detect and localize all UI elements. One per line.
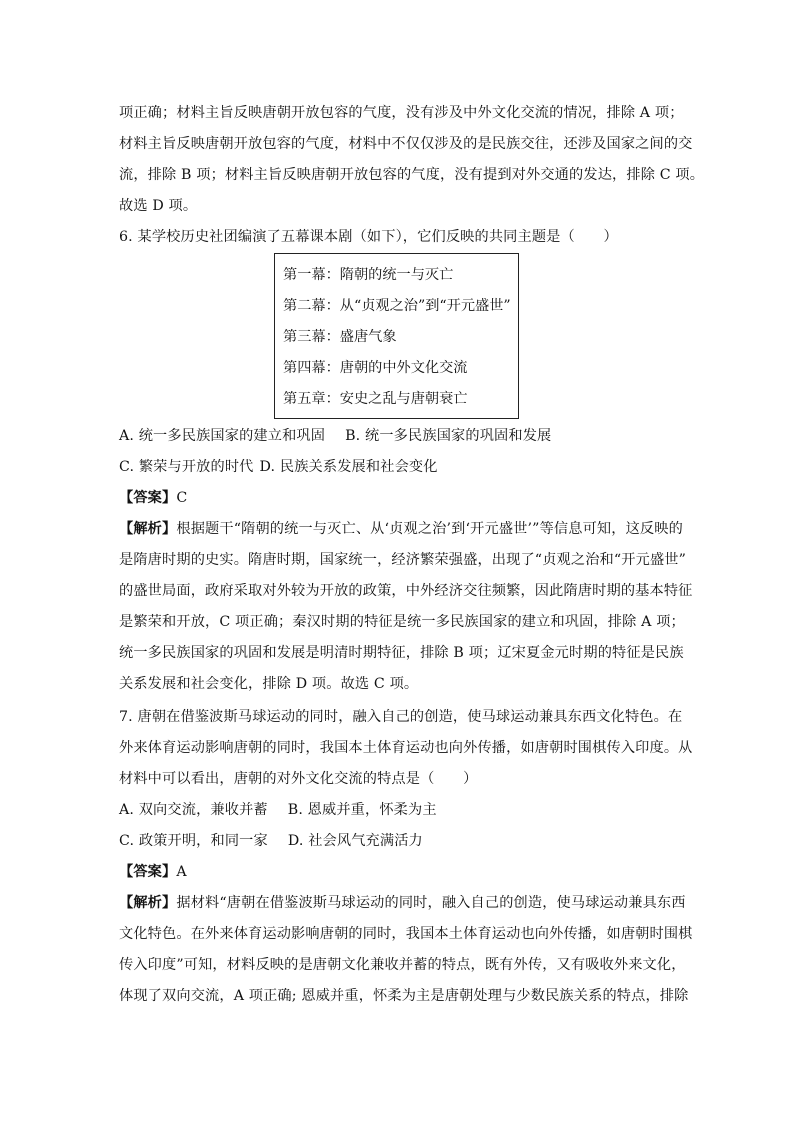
- q7-option-c: C. 政策开明，和同一家: [119, 833, 268, 849]
- prev-analysis-line-2: 材料主旨反映唐朝开放包容的气度，材料中不仅仅涉及的是民族交往，还涉及国家之间的交: [119, 136, 693, 152]
- q6-analysis-line-3: 的盛世局面，政府采取对外较为开放的政策，中外经济交往频繁，因此隋唐时期的基本特征: [119, 583, 693, 599]
- q6-act-3: 第三幕：盛唐气象: [283, 329, 397, 345]
- q6-stem: 6. 某学校历史社团编演了五幕课本剧（如下），它们反映的共同主题是（ ）: [119, 229, 618, 245]
- q7-analysis-line-1: [119, 893, 686, 913]
- q7-answer: [119, 862, 187, 882]
- q7-options-row-2: [119, 831, 423, 851]
- prev-analysis-line-4: 故选 D 项。: [119, 198, 198, 214]
- q7-analysis-text-1: 据材料“唐朝在借鉴波斯马球运动的同时，融入自己的创造，使马球运动兼具东西: [176, 895, 686, 911]
- q6-act-4: 第四幕：唐朝的中外文化交流: [283, 360, 468, 376]
- prev-analysis-line-1: 项正确；材料主旨反映唐朝开放包容的气度，没有涉及中外文化交流的情况，排除 A 项；: [119, 105, 684, 121]
- q7-option-a: A. 双向交流，兼收并蓄: [119, 802, 268, 818]
- q6-option-c: C. 繁荣与开放的时代: [119, 459, 254, 475]
- q6-analysis-line-2: 是隋唐时期的史实。隋唐时期，国家统一，经济繁荣强盛，出现了“贞观之治和“开元盛世”: [119, 552, 687, 568]
- q6-analysis-line-1: [119, 519, 683, 539]
- q6-answer-value: C: [176, 490, 188, 506]
- q6-act-2: 第二幕：从“贞观之治”到“开元盛世”: [283, 298, 511, 314]
- q6-analysis-line-4: 是繁荣和开放，C 项正确；秦汉时期的特征是统一多民族国家的建立和巩固，排除 A 项；: [119, 614, 685, 630]
- q6-analysis-line-6: 关系发展和社会变化，排除 D 项。故选 C 项。: [119, 676, 419, 692]
- q6-analysis-line-5: 统一多民族国家的巩固和发展是明清时期特征，排除 B 项；辽宋夏金元时期的特征是民族: [119, 645, 684, 661]
- q7-stem-line-2: 外来体育运动影响唐朝的同时，我国本土体育运动也向外传播，如唐朝时围棋传入印度。从: [119, 740, 693, 756]
- q7-answer-value: A: [176, 864, 187, 880]
- q6-options-row-1: [119, 426, 551, 446]
- q6-answer: [119, 488, 187, 508]
- prev-analysis-line-3: 流，排除 B 项；材料主旨反映唐朝开放包容的气度，没有提到对外交通的发达，排除 C 项。: [119, 167, 705, 183]
- q6-act-1: 第一幕：隋朝的统一与灭亡: [283, 267, 454, 283]
- q7-option-b: B. 恩威并重，怀柔为主: [287, 802, 437, 818]
- q7-analysis-line-3: 传入印度”可知，材料反映的是唐朝文化兼收并蓄的特点，既有外传，又有吸收外来文化，: [119, 957, 686, 973]
- q7-analysis-label: 【解析】: [119, 895, 177, 911]
- q6-option-a: A. 统一多民族国家的建立和巩固: [119, 428, 326, 444]
- q6-analysis-text-1: 根据题干“隋朝的统一与灭亡、从‘贞观之治’到‘开元盛世’”等信息可知，这反映的: [176, 521, 683, 537]
- q7-analysis-line-4: 体现了双向交流，A 项正确; 恩威并重，怀柔为主是唐朝处理与少数民族关系的特点，排除: [119, 988, 689, 1004]
- q6-answer-label: 【答案】: [119, 490, 177, 506]
- q6-analysis-label: 【解析】: [119, 521, 177, 537]
- q6-option-b: B. 统一多民族国家的巩固和发展: [345, 428, 552, 444]
- q6-option-d: D. 民族关系发展和社会变化: [259, 459, 438, 475]
- q6-act-5: 第五章：安史之乱与唐朝衰亡: [283, 391, 468, 407]
- q7-options-row-1: [119, 800, 437, 820]
- q7-stem-line-1: 7. 唐朝在借鉴波斯马球运动的同时，融入自己的创造，使马球运动兼具东西文化特色。在: [119, 709, 683, 725]
- q6-options-row-2: [119, 457, 438, 477]
- q7-answer-label: 【答案】: [119, 864, 177, 880]
- q7-analysis-line-2: 文化特色。在外来体育运动影响唐朝的同时，我国本土体育运动也向外传播，如唐朝时围棋: [119, 926, 693, 942]
- q6-acts-box: [274, 253, 519, 419]
- q7-option-d: D. 社会风气充满活力: [287, 833, 423, 849]
- q7-stem-line-3: 材料中可以看出，唐朝的对外文化交流的特点是（ ）: [119, 771, 478, 787]
